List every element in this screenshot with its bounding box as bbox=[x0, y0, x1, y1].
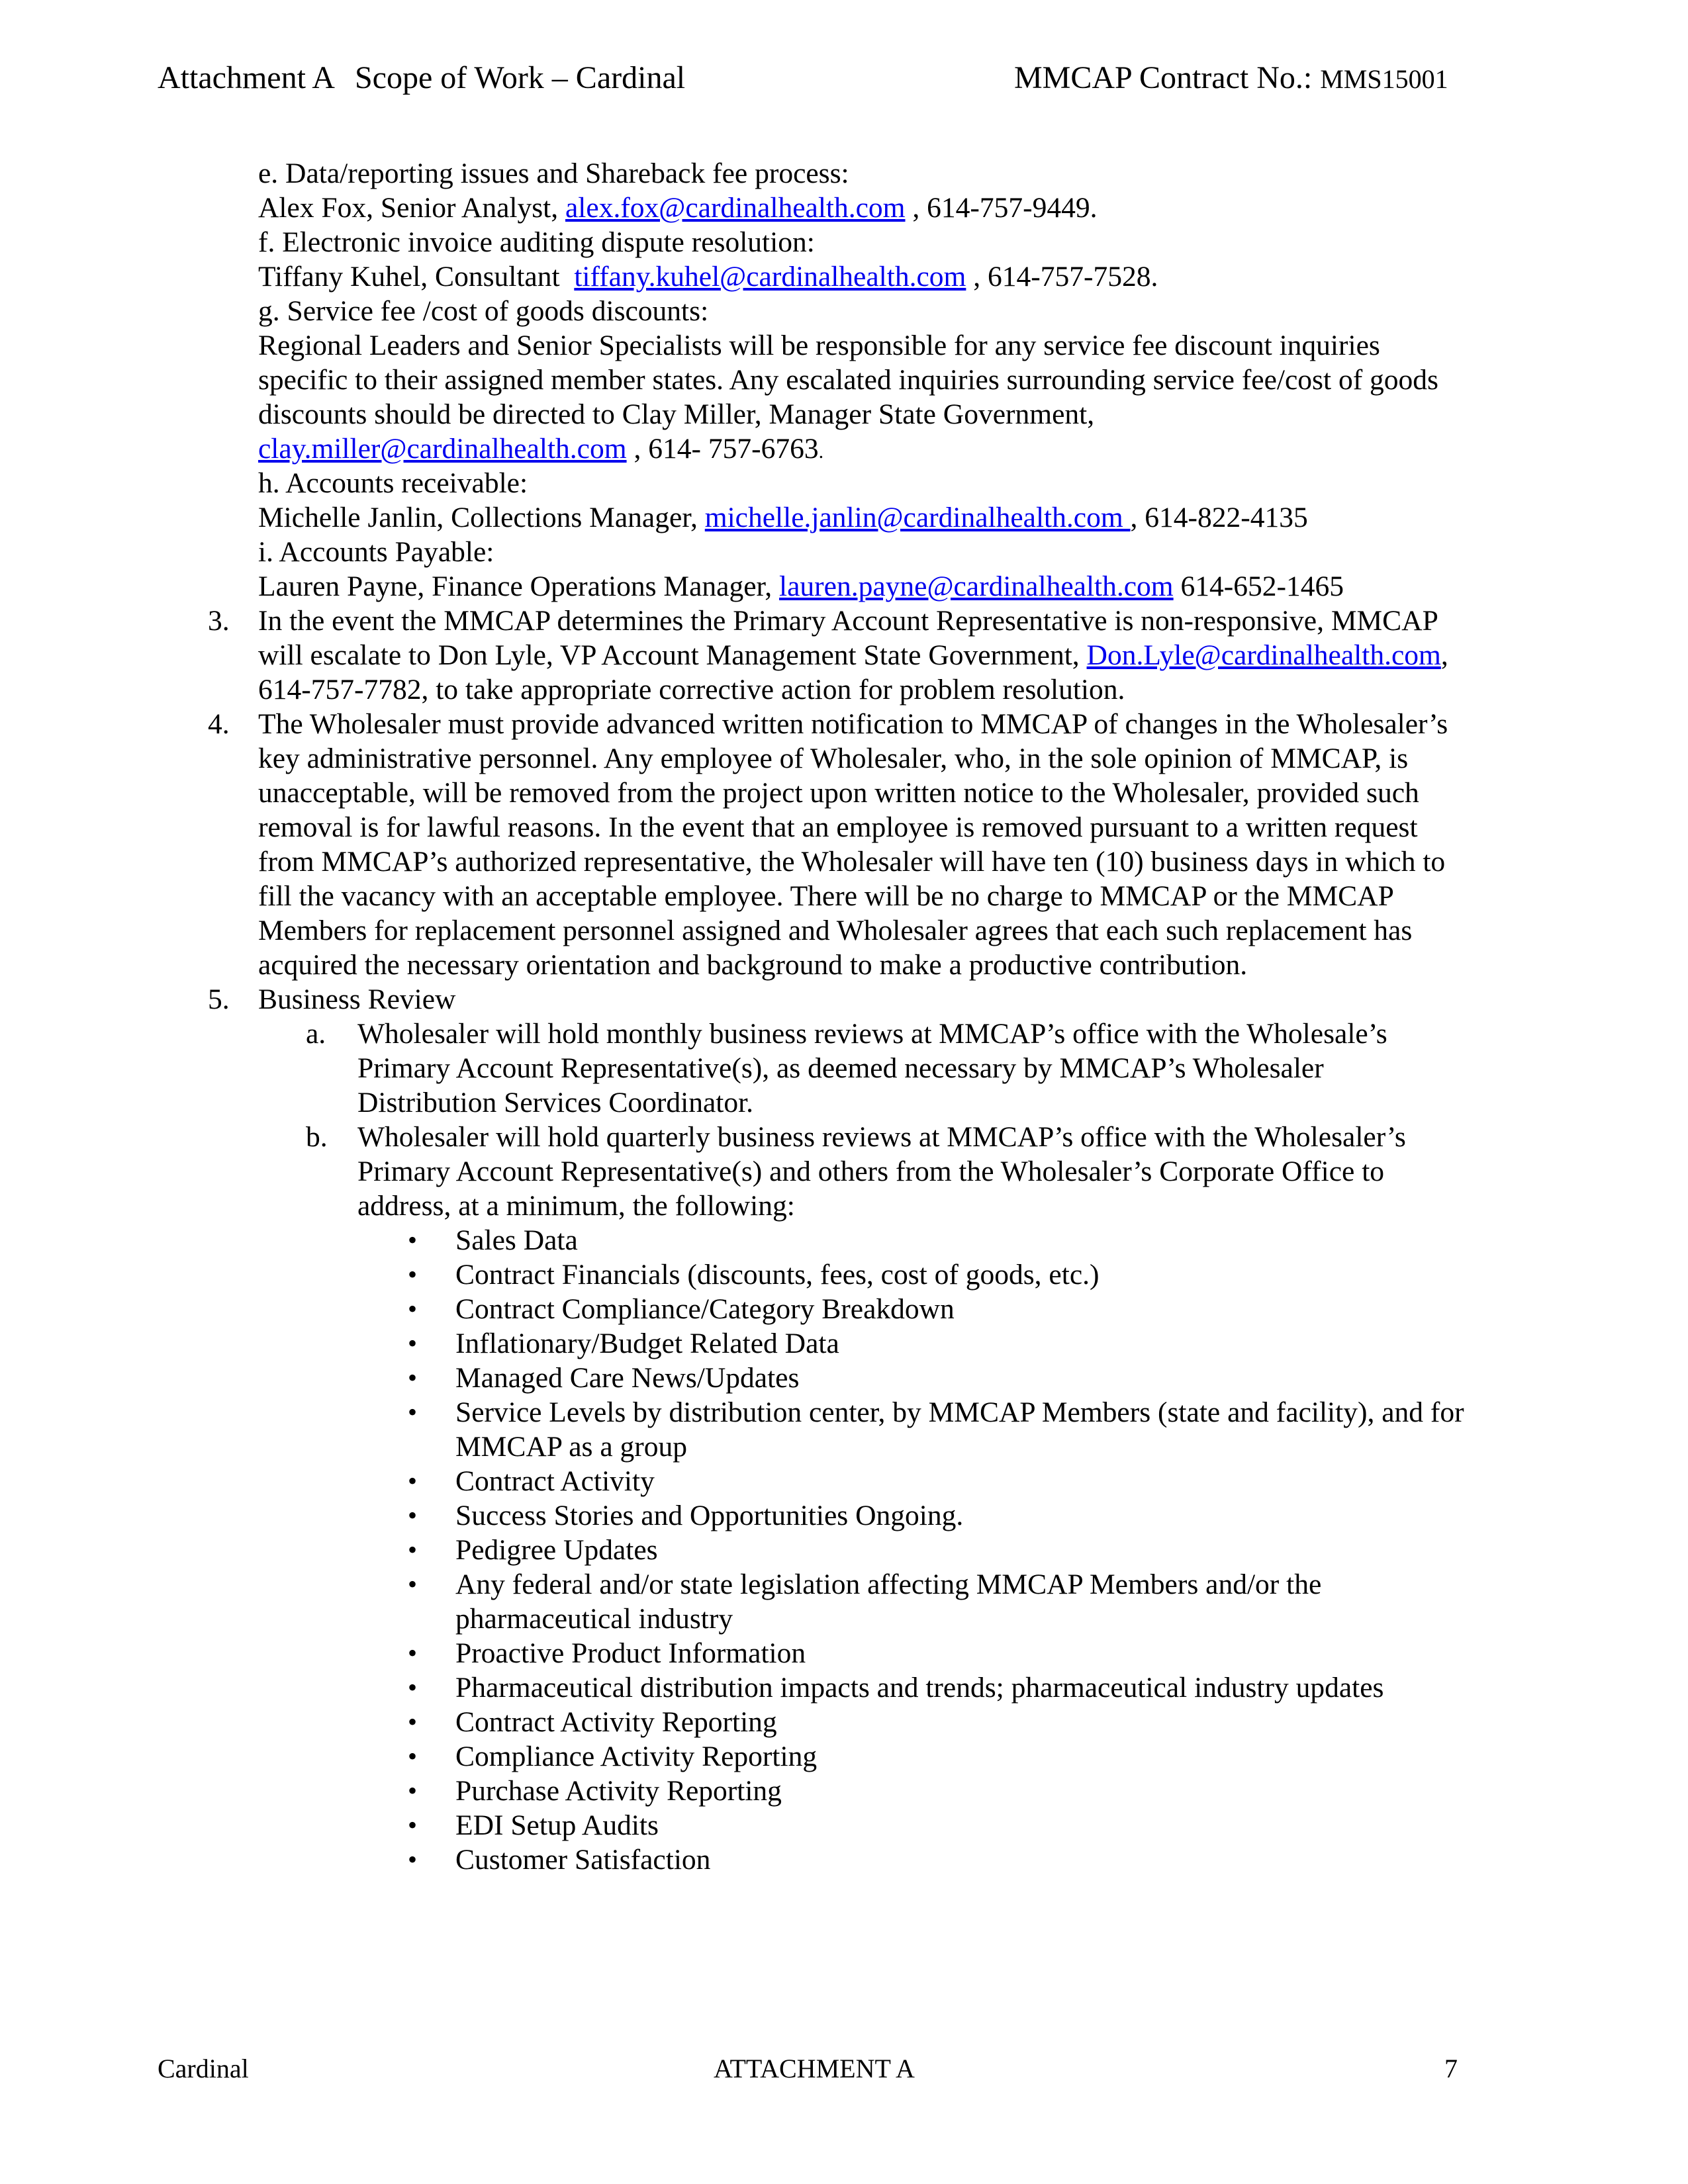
footer-page-number: 7 bbox=[1444, 2054, 1458, 2083]
bullet-item: Contract Compliance/Category Breakdown bbox=[455, 1293, 955, 1325]
item-3-comma: , bbox=[1440, 639, 1448, 671]
bullet-icon: • bbox=[408, 1259, 418, 1289]
contact-h-name: Michelle Janlin, Collections Manager, bbox=[258, 502, 705, 533]
item-5-number: 5. bbox=[208, 983, 230, 1015]
header-contract-number: MMS15001 bbox=[1320, 64, 1448, 94]
contact-h-heading: h. Accounts receivable: bbox=[258, 467, 528, 499]
bullet-icon: • bbox=[408, 1466, 418, 1496]
header-attachment: Attachment A bbox=[158, 60, 335, 95]
bullet-icon: • bbox=[408, 1328, 418, 1358]
item-4-text-5: from MMCAP’s authorized representative, the Wholesaler will have ten (10) business days in which to bbox=[258, 846, 1446, 878]
bullet-icon: • bbox=[408, 1844, 418, 1874]
item-3-email-link[interactable]: Don.Lyle@cardinalhealth.com bbox=[1086, 639, 1441, 671]
contact-e-line bbox=[258, 191, 1098, 225]
contact-e-name: Alex Fox, Senior Analyst, bbox=[258, 192, 565, 224]
header-contract-label: MMCAP Contract No.: bbox=[1014, 60, 1313, 95]
item-3-text-3: 614-757-7782, to take appropriate corrective action for problem resolution. bbox=[258, 674, 1125, 705]
item-4-number: 4. bbox=[208, 708, 230, 740]
bullet-item: Pedigree Updates bbox=[455, 1534, 658, 1566]
item-3-text-2: will escalate to Don Lyle, VP Account Management State Government, bbox=[258, 639, 1087, 671]
bullet-item: Proactive Product Information bbox=[455, 1637, 806, 1669]
contact-g-email-link[interactable]: clay.miller@cardinalhealth.com bbox=[258, 433, 627, 465]
bullet-item: Service Levels by distribution center, by MMCAP Members (state and facility), and for bbox=[455, 1396, 1464, 1428]
bullet-icon: • bbox=[408, 1707, 418, 1737]
bullet-item: Pharmaceutical distribution impacts and trends; pharmaceutical industry updates bbox=[455, 1672, 1384, 1704]
item-5b-text-3: address, at a minimum, the following: bbox=[357, 1190, 795, 1222]
bullet-item: Purchase Activity Reporting bbox=[455, 1775, 782, 1807]
item-4-text-7: Members for replacement personnel assigned and Wholesaler agrees that each such replacement has bbox=[258, 915, 1413, 946]
contact-e-phone: , 614-757-9449. bbox=[905, 192, 1098, 224]
item-3-line-2 bbox=[258, 638, 1448, 672]
item-5-title: Business Review bbox=[258, 983, 456, 1015]
item-5a-label: a. bbox=[306, 1018, 326, 1050]
item-5a-text-2: Primary Account Representative(s), as deemed necessary by MMCAP’s Wholesaler bbox=[357, 1052, 1324, 1084]
item-5a-text-1: Wholesaler will hold monthly business reviews at MMCAP’s office with the Wholesale’s bbox=[357, 1018, 1387, 1050]
bullet-item: EDI Setup Audits bbox=[455, 1809, 659, 1841]
contact-g-period: . bbox=[818, 441, 824, 463]
contact-f-heading: f. Electronic invoice auditing dispute resolution: bbox=[258, 226, 815, 258]
bullet-item: Any federal and/or state legislation affecting MMCAP Members and/or the bbox=[455, 1569, 1322, 1600]
bullet-icon: • bbox=[408, 1397, 418, 1427]
bullet-item: Contract Activity bbox=[455, 1465, 655, 1497]
item-4-text-8: acquired the necessary orientation and background to make a productive contribution. bbox=[258, 949, 1248, 981]
item-4-text-6: fill the vacancy with an acceptable employee. There will be no charge to MMCAP or the MMCAP bbox=[258, 880, 1394, 912]
contact-f-name: Tiffany Kuhel, Consultant bbox=[258, 261, 575, 293]
contact-i-email-link[interactable]: lauren.payne@cardinalhealth.com bbox=[779, 570, 1174, 602]
contact-g-heading: g. Service fee /cost of goods discounts: bbox=[258, 295, 709, 327]
bullet-icon: • bbox=[408, 1225, 418, 1255]
contact-f-line bbox=[258, 259, 1158, 294]
item-5a-text-3: Distribution Services Coordinator. bbox=[357, 1087, 754, 1118]
bullet-icon: • bbox=[408, 1741, 418, 1771]
contact-h-phone: , 614-822-4135 bbox=[1130, 502, 1308, 533]
header-scope: Scope of Work – Cardinal bbox=[354, 60, 686, 95]
footer-attachment: ATTACHMENT A bbox=[714, 2054, 915, 2083]
contact-i-phone: 614-652-1465 bbox=[1173, 570, 1344, 602]
contact-i-name: Lauren Payne, Finance Operations Manager, bbox=[258, 570, 780, 602]
contact-g-text-2: specific to their assigned member states. Any escalated inquiries surrounding service fee/cost of goods bbox=[258, 364, 1438, 396]
bullet-item: Contract Financials (discounts, fees, cost of goods, etc.) bbox=[455, 1259, 1100, 1291]
item-4-text-3: unacceptable, will be removed from the project upon written notice to the Wholesaler, provided such bbox=[258, 777, 1419, 809]
page-header-left bbox=[158, 58, 685, 98]
item-4-text-2: key administrative personnel. Any employee of Wholesaler, who, in the sole opinion of MMCAP, is bbox=[258, 743, 1409, 774]
bullet-icon: • bbox=[408, 1294, 418, 1324]
bullet-icon: • bbox=[408, 1638, 418, 1668]
bullet-icon: • bbox=[408, 1535, 418, 1565]
bullet-item-continuation: MMCAP as a group bbox=[455, 1431, 688, 1463]
contact-e-heading: e. Data/reporting issues and Shareback fee process: bbox=[258, 158, 849, 189]
bullet-icon: • bbox=[408, 1569, 418, 1599]
contact-i-line bbox=[258, 569, 1344, 604]
contact-h-line bbox=[258, 500, 1308, 535]
item-5b-label: b. bbox=[306, 1121, 328, 1153]
page-header-right bbox=[1014, 58, 1448, 99]
bullet-item: Compliance Activity Reporting bbox=[455, 1741, 818, 1772]
bullet-item: Success Stories and Opportunities Ongoing. bbox=[455, 1500, 964, 1531]
contact-g-line bbox=[258, 432, 823, 469]
contact-e-email-link[interactable]: alex.fox@cardinalhealth.com bbox=[565, 192, 906, 224]
bullet-icon: • bbox=[408, 1500, 418, 1530]
bullet-item-continuation: pharmaceutical industry bbox=[455, 1603, 733, 1635]
bullet-icon: • bbox=[408, 1363, 418, 1392]
item-4-text-1: The Wholesaler must provide advanced written notification to MMCAP of changes in the Wholesaler’s bbox=[258, 708, 1448, 740]
bullet-item: Customer Satisfaction bbox=[455, 1844, 711, 1876]
item-5b-text-2: Primary Account Representative(s) and others from the Wholesaler’s Corporate Office to bbox=[357, 1156, 1385, 1187]
contact-g-text-3: discounts should be directed to Clay Miller, Manager State Government, bbox=[258, 398, 1095, 430]
bullet-item: Managed Care News/Updates bbox=[455, 1362, 800, 1394]
contact-g-phone: , 614- 757-6763 bbox=[626, 433, 819, 465]
contact-h-email-link[interactable]: michelle.janlin@cardinalhealth.com bbox=[704, 502, 1131, 533]
bullet-icon: • bbox=[408, 1810, 418, 1840]
bullet-item: Inflationary/Budget Related Data bbox=[455, 1328, 839, 1359]
item-3-number: 3. bbox=[208, 605, 230, 637]
bullet-item: Sales Data bbox=[455, 1224, 578, 1256]
contact-f-email-link[interactable]: tiffany.kuhel@cardinalhealth.com bbox=[574, 261, 966, 293]
contact-i-heading: i. Accounts Payable: bbox=[258, 536, 494, 568]
item-5b-text-1: Wholesaler will hold quarterly business reviews at MMCAP’s office with the Wholesaler’s bbox=[357, 1121, 1406, 1153]
bullet-icon: • bbox=[408, 1672, 418, 1702]
contact-g-text-1: Regional Leaders and Senior Specialists will be responsible for any service fee discount inquiries bbox=[258, 330, 1380, 361]
item-3-text-1: In the event the MMCAP determines the Primary Account Representative is non-responsive, MMCAP bbox=[258, 605, 1438, 637]
footer-company: Cardinal bbox=[158, 2054, 249, 2083]
contact-f-phone: , 614-757-7528. bbox=[966, 261, 1158, 293]
bullet-item: Contract Activity Reporting bbox=[455, 1706, 777, 1738]
item-4-text-4: removal is for lawful reasons. In the event that an employee is removed pursuant to a written request bbox=[258, 811, 1418, 843]
bullet-icon: • bbox=[408, 1776, 418, 1805]
